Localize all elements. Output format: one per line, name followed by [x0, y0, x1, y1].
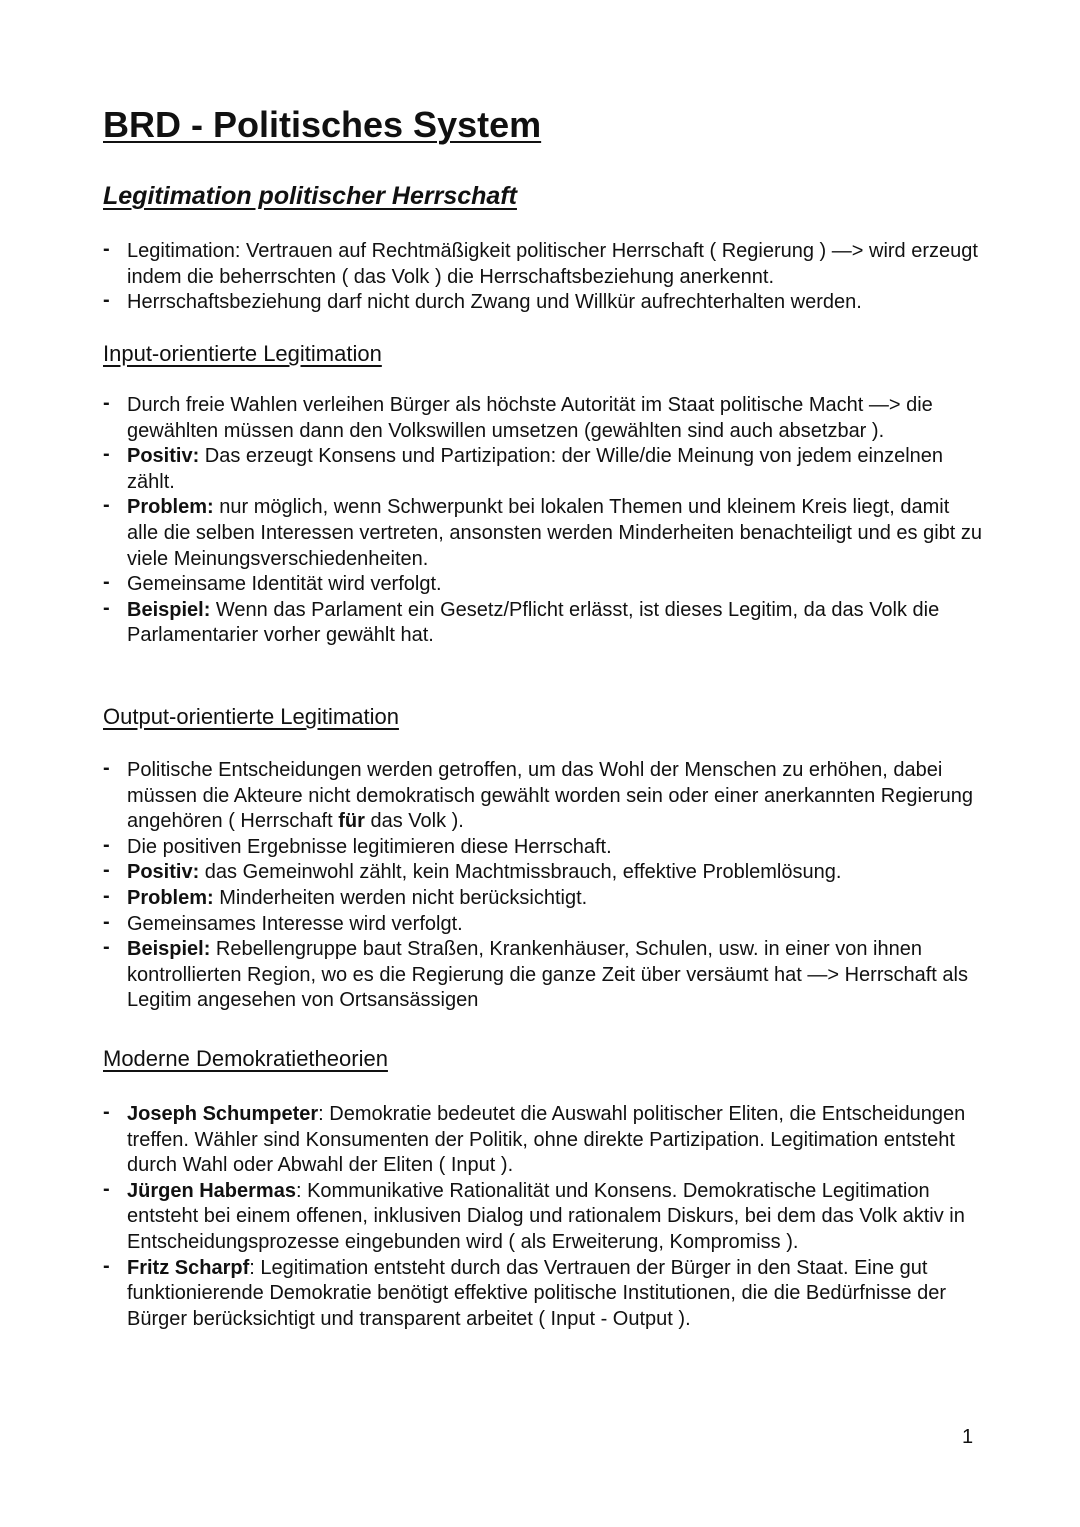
output-legitimation-list [103, 758, 983, 1014]
text: Rebellengruppe baut Straßen, Krankenhäuser, Schulen, usw. in einer von ihnen kontrollierten Region, wo es die Regierung die ganze Zeit über versäumt hat —> Herrschaft als Legitim angesehen von Ortsansässigen [127, 938, 968, 1012]
bold-text: Jürgen Habermas [127, 1179, 296, 1202]
page-title: BRD - Politisches System [103, 104, 542, 145]
text: das Volk ). [364, 810, 464, 833]
list-item [103, 860, 983, 886]
text: Das erzeugt Konsens und Partizipation: der Wille/die Meinung von jedem einzelnen zählt. [127, 445, 944, 493]
bold-text: Positiv: [127, 861, 200, 884]
list-item [103, 290, 983, 316]
list-item [103, 835, 983, 861]
heading-democracy-theories: Moderne Demokratietheorien [103, 1046, 388, 1071]
list-item [103, 1179, 983, 1256]
list-item [103, 444, 983, 495]
democracy-theories-list [103, 1102, 983, 1332]
text: Gemeinsame Identität wird verfolgt. [127, 573, 442, 596]
list-item [103, 393, 983, 444]
section-title: Legitimation politischer Herrschaft [103, 182, 517, 210]
bold-text: Beispiel: [127, 598, 211, 621]
bold-text: Positiv: [127, 445, 200, 468]
input-legitimation-list [103, 393, 983, 649]
list-item [103, 572, 983, 598]
list-item [103, 1256, 983, 1333]
text: : Demokratie bedeutet die Auswahl politischer Eliten, die Entscheidungen treffen. Wähler sind Konsumenten der Politik, ohne direkte Partizipation. Legitimation entsteht durch Wahl oder Abwahl der Eliten ( Input ). [127, 1103, 966, 1177]
heading-input-legitimation: Input-orientierte Legitimation [103, 341, 382, 366]
text: Herrschaftsbeziehung darf nicht durch Zwang und Willkür aufrechterhalten werden. [127, 291, 862, 314]
list-item [103, 598, 983, 649]
bold-text: Problem: [127, 496, 214, 519]
list-item [103, 886, 983, 912]
text: : Legitimation entsteht durch das Vertrauen der Bürger in den Staat. Eine gut funktionierende Demokratie benötigt effektive politische Institutionen, die die Bedürfnisse der Bürger berücksichtigt und transparent arbeitet ( Input - Output ). [127, 1256, 947, 1330]
heading-output-legitimation: Output-orientierte Legitimation [103, 704, 399, 729]
list-item [103, 495, 983, 572]
text: Wenn das Parlament ein Gesetz/Pflicht erlässt, ist dieses Legitim, da das Volk die Parlamentarier vorher gewählt hat. [127, 598, 940, 647]
bold-text: Fritz Scharpf [127, 1256, 250, 1279]
text: das Gemeinwohl zählt, kein Machtmissbrauch, effektive Problemlösung. [199, 861, 842, 884]
list-item [103, 912, 983, 938]
intro-list [103, 239, 983, 316]
text: nur möglich, wenn Schwerpunkt bei lokalen Themen und kleinem Kreis liegt, damit alle die selben Interessen vertreten, ansonsten werden Minderheiten benachteiligt und es gibt zu viele Meinungsverschiedenheiten. [127, 496, 982, 570]
bold-text: Joseph Schumpeter [127, 1103, 319, 1125]
text: Die positiven Ergebnisse legitimieren diese Herrschaft. [127, 835, 612, 858]
text: Minderheiten werden nicht berücksichtigt. [213, 886, 588, 909]
text: Politische Entscheidungen werden getroffen, um das Wohl der Menschen zu erhöhen, dabei müssen die Akteure nicht demokratisch gewählt worden sein oder einer anerkannten Regierung angehören ( Herrschaft [127, 759, 974, 833]
list-item [103, 758, 983, 835]
text: Durch freie Wahlen verleihen Bürger als höchste Autorität im Staat politische Macht —> die gewählten müssen dann den Volkswillen umsetzen (gewählten sind auch absetzbar ). [127, 394, 933, 442]
list-item [103, 937, 983, 1014]
text: : Kommunikative Rationalität und Konsens. Demokratische Legitimation entsteht bei einem offenen, inklusiven Dialog und rationalem Diskurs, bei dem das Volk aktiv in Entscheidungsprozesse eingebunden wird ( als Erweiterung, Kompromiss ). [127, 1179, 965, 1253]
text: Gemeinsames Interesse wird verfolgt. [127, 912, 463, 935]
bold-text: Beispiel: [127, 938, 211, 961]
list-item [103, 1102, 983, 1179]
list-item [103, 239, 983, 290]
bold-text: für [338, 810, 365, 833]
bold-text: Problem: [127, 886, 214, 909]
text: Legitimation: Vertrauen auf Rechtmäßigkeit politischer Herrschaft ( Regierung ) —> wird erzeugt indem die beherrschten ( das Volk ) die Herrschaftsbeziehung anerkennt. [127, 240, 978, 288]
page-number: 1 [962, 1426, 974, 1448]
